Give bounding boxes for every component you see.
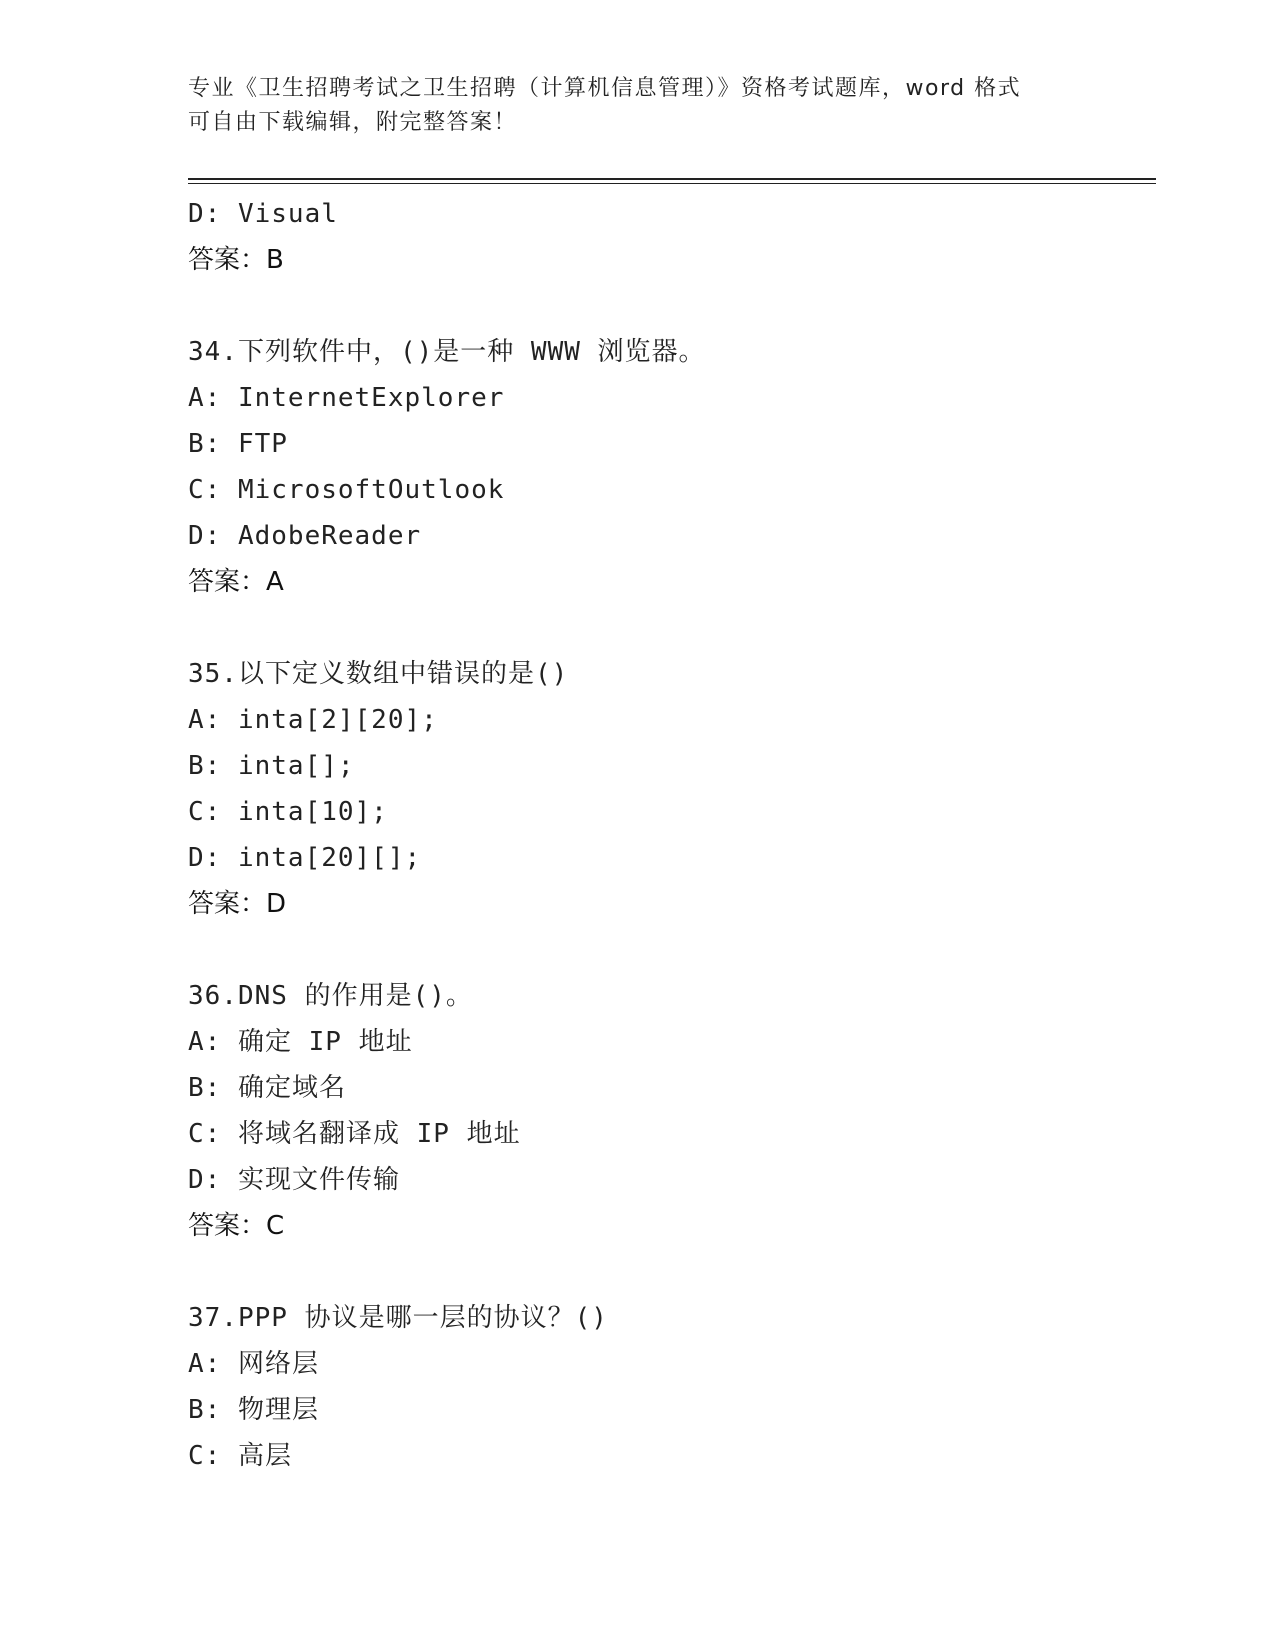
option-a: A: inta[2][20]; [188, 705, 438, 735]
question-block-34 [188, 329, 1148, 605]
spacer [188, 283, 1148, 329]
option-b: B: FTP [188, 429, 288, 459]
header-divider-thin [188, 183, 1156, 184]
option-d: D: 实现文件传输 [188, 1165, 400, 1195]
header-divider-thick [188, 178, 1156, 180]
option-a: A: 网络层 [188, 1349, 319, 1379]
question-text: 37.PPP 协议是哪一层的协议？() [188, 1303, 608, 1333]
option-d: D: AdobeReader [188, 521, 422, 551]
question-list [188, 191, 1148, 1479]
question-block-35 [188, 651, 1148, 927]
option-c: C: MicrosoftOutlook [188, 475, 505, 505]
option-d: D: inta[20][]; [188, 843, 422, 873]
question-text: 36.DNS 的作用是()。 [188, 981, 473, 1011]
option-c: C: 高层 [188, 1441, 292, 1471]
document-header [188, 72, 1088, 140]
header-line-2: 可自由下载编辑，附完整答案！ [188, 110, 518, 135]
option-d: D: Visual [188, 199, 338, 229]
option-b: B: 物理层 [188, 1395, 319, 1425]
answer-line: 答案：D [188, 889, 287, 919]
option-a: A: InternetExplorer [188, 383, 505, 413]
question-block-37 [188, 1295, 1148, 1479]
header-line-1: 专业《卫生招聘考试之卫生招聘（计算机信息管理）》资格考试题库，word 格式 [188, 76, 1022, 101]
option-a: A: 确定 IP 地址 [188, 1027, 413, 1057]
question-block-36 [188, 973, 1148, 1249]
answer-line: 答案：C [188, 1211, 285, 1241]
option-b: B: inta[]; [188, 751, 355, 781]
question-block-previous [188, 191, 1148, 283]
spacer [188, 1249, 1148, 1295]
spacer [188, 927, 1148, 973]
option-c: C: 将域名翻译成 IP 地址 [188, 1119, 521, 1149]
spacer [188, 605, 1148, 651]
answer-line: 答案：A [188, 567, 284, 597]
option-c: C: inta[10]; [188, 797, 388, 827]
answer-line: 答案：B [188, 245, 284, 275]
question-text: 35.以下定义数组中错误的是() [188, 659, 569, 689]
option-b: B: 确定域名 [188, 1073, 346, 1103]
question-text: 34.下列软件中，()是一种 WWW 浏览器。 [188, 337, 706, 367]
